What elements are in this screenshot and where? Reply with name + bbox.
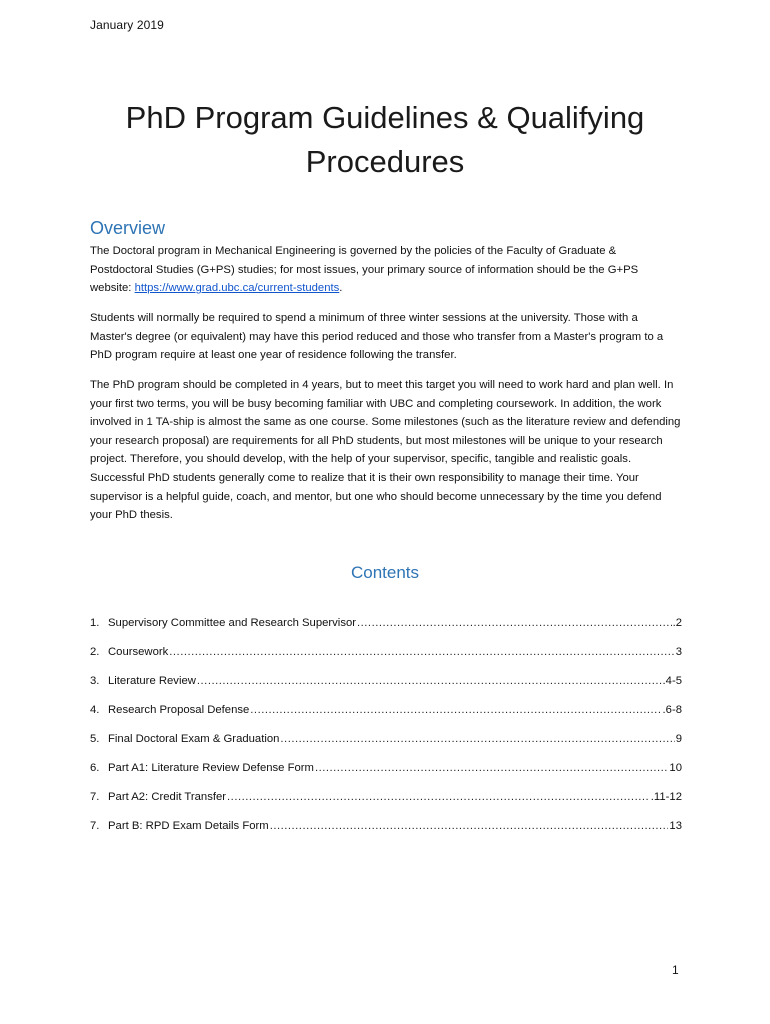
toc-item-number: 2. [90,646,100,658]
toc-item-label: Coursework [108,646,169,658]
toc-dot-leader [197,675,662,687]
overview-paragraph-3: The PhD program should be completed in 4 years, but to meet this target you will need to work hard and plan well. In your first two terms, you will be busy becoming familiar with UBC and completing coursework. In addition, the work involved in 1 TA-ship is almost the same as one course. Some milestones (such as the literature review and defending your research proposal) are requirements for all PhD students, but most milestones will be unique to your research project. Therefore, you should develop, with the help of your supervisor, specific, tangible and realistic goals. Successful PhD students generally come to realize that it is their own responsibility to manage their time. Your supervisor is a helpful guide, coach, and mentor, but one who should become unnecessary by the time you defend your PhD thesis. [90,379,681,522]
toc-dot-leader [250,704,661,716]
overview-heading: Overview [90,218,166,238]
toc-item-research-proposal-defense[interactable] [90,704,682,733]
page-title [0,96,770,184]
toc-item-literature-review[interactable] [90,675,682,704]
toc-item-label: Research Proposal Defense [108,704,250,716]
toc-dot-leader [169,646,674,658]
toc-item-label: Final Doctoral Exam & Graduation [108,733,280,745]
toc-item-label: Part A1: Literature Review Defense Form [108,762,314,774]
toc-item-number: 7. [90,820,100,832]
toc-item-literature-review-defense-form[interactable] [90,762,682,791]
toc-item-label: Supervisory Committee and Research Supervisor [108,617,357,629]
header-date: January 2019 [90,18,164,32]
toc-item-page: 10 [669,762,682,774]
toc-item-label: Literature Review [108,675,196,687]
toc-item-rpd-exam-details-form[interactable] [90,820,682,849]
toc-item-number: 6. [90,762,100,774]
overview-paragraph-1-end: . [339,282,343,295]
contents-heading: Contents [350,563,420,582]
toc-dot-leader [280,733,674,745]
page-title-line-1: PhD Program Guidelines & Qualifying [125,100,645,135]
toc-item-label: Part B: RPD Exam Details Form [108,820,269,832]
toc-item-number: 4. [90,704,100,716]
page-number: 1 [672,963,679,977]
overview-paragraph-2: Students will normally be required to spend a minimum of three winter sessions at the university. Those with a Master's degree (or equivalent) may have this period reduced and those who transfer from a Master's program to a PhD program require at least one year of residence following the transfer. [90,312,664,362]
toc-item-coursework[interactable] [90,646,682,675]
toc-dot-leader [227,791,650,803]
toc-item-page: 13 [669,820,682,832]
toc-item-page: .6-8 [662,704,682,716]
toc-item-credit-transfer[interactable] [90,791,682,820]
toc-dot-leader [315,762,668,774]
gps-website-link[interactable]: https://www.grad.ubc.ca/current-students [134,282,340,295]
toc-item-number: 5. [90,733,100,745]
table-of-contents [90,617,682,849]
page-title-line-2: Procedures [305,144,465,179]
overview-paragraph-1-text: The Doctoral program in Mechanical Engineering is governed by the policies of the Faculty of Graduate & Postdoctoral Studies (G+PS) studies; for most issues, your primary source of information should be the G+PS website: [90,245,639,295]
toc-item-number: 1. [90,617,100,629]
toc-item-number: 3. [90,675,100,687]
toc-item-final-doctoral-exam[interactable] [90,733,682,762]
overview-paragraph-1 [90,242,682,298]
toc-item-page: .11-12 [650,791,682,803]
toc-item-number: 7. [90,791,100,803]
toc-item-page: .4-5 [662,675,682,687]
toc-item-label: Part A2: Credit Transfer [108,791,227,803]
toc-dot-leader [357,617,672,629]
toc-item-page: 3 [675,646,682,658]
toc-item-page: .2 [672,617,682,629]
toc-dot-leader [270,820,669,832]
toc-item-supervisory-committee[interactable] [90,617,682,646]
toc-item-page: 9 [675,733,682,745]
